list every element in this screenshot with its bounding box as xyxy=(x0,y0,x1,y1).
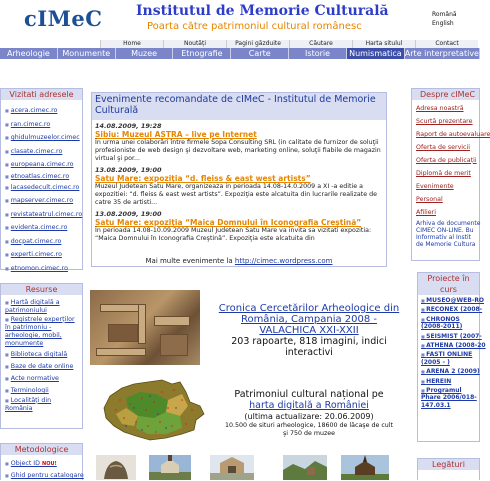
metodologice-box xyxy=(0,443,83,480)
resurse-link[interactable]: ■ Acte normative xyxy=(5,373,80,385)
events-more xyxy=(92,257,386,265)
events-more-label: Mai multe evenimente la xyxy=(145,257,233,265)
event-date: 13.08.2009, 19:00 xyxy=(95,210,162,218)
despre-link[interactable]: Evenimente xyxy=(416,183,454,190)
top-nav-home[interactable]: Home xyxy=(100,40,163,48)
metodologice-link[interactable]: ■ Ghid pentru catalogare xyxy=(5,470,80,481)
despre-link[interactable]: Adresa noastră xyxy=(416,105,464,112)
resurse-link[interactable]: ■ Hartă digitală a patrimoniului xyxy=(5,299,80,315)
patrimoniu-heading xyxy=(211,389,407,411)
events-panel xyxy=(91,92,387,267)
event-date: 13.08.2009, 19:00 xyxy=(95,166,162,174)
event-item xyxy=(95,210,383,243)
vizitati-link[interactable]: ■ etnomon.cimec.ro xyxy=(5,262,80,276)
proiecte-header: Proiecte în curs xyxy=(418,273,479,295)
thumbnail-wooden-church[interactable] xyxy=(341,455,389,480)
despre-link[interactable]: Scurtă prezentare xyxy=(416,118,473,125)
arhiva-line: CIMEC ON-LINE. Bu xyxy=(416,227,474,234)
resurse-link[interactable]: ■ Localități din România xyxy=(5,397,80,413)
vizitati-header: Vizitati adresele xyxy=(1,89,82,100)
top-nav-contact[interactable]: Contact xyxy=(415,40,478,48)
main-nav-arheologie[interactable]: Arheologie xyxy=(0,48,58,59)
site-title: Institutul de Memorie Culturală xyxy=(136,3,389,19)
vizitati-link[interactable]: ■ clasate.cimec.ro xyxy=(5,145,80,159)
proiect-link[interactable]: ■ HEREIN xyxy=(421,378,479,385)
proiect-link[interactable]: ■ ARENA 2 (2009) xyxy=(421,368,479,375)
harta-digitala-link[interactable]: harta digitală a României xyxy=(249,400,369,411)
object-id-label: Object ID xyxy=(10,460,40,467)
despre-link[interactable]: Oferta de publicații xyxy=(416,157,477,164)
despre-link[interactable]: Personal xyxy=(416,196,443,203)
language-switcher xyxy=(432,10,457,28)
proiect-link[interactable]: ■ Programul Phare 2006/018-147.03.1 xyxy=(421,387,479,409)
despre-header: Despre cIMeC xyxy=(412,89,479,100)
arhiva-line: Arhiva de documente xyxy=(416,220,481,227)
events-title: Evenimente recomandate de cIMeC - Institutul de Memorie Culturală xyxy=(92,93,386,120)
romania-map-image[interactable] xyxy=(96,378,206,443)
event-title-link[interactable]: Satu Mare: expoziţia “d. fleiss & east west artists” xyxy=(95,174,311,183)
main-nav-monumente[interactable]: Monumente xyxy=(58,48,116,59)
resurse-link[interactable]: ■ Terminologii xyxy=(5,385,80,397)
cronica-link[interactable]: Cronica Cercetărilor Arheologice din România, Campania 2008 - VALACHICA XXI-XXII xyxy=(218,303,400,336)
thumbnail-ceramic[interactable] xyxy=(96,455,136,480)
excavation-photo[interactable] xyxy=(90,290,200,365)
resurse-link[interactable]: ■ Biblioteca digitală xyxy=(5,349,80,361)
thumbnail-monument[interactable] xyxy=(210,455,254,480)
despre-link[interactable]: Raport de autoevaluare xyxy=(416,131,490,138)
main-nav-numismatica[interactable]: Numismatica xyxy=(347,48,405,59)
vizitati-link[interactable]: ■ ghidulmuzeelor.cimec xyxy=(5,131,80,145)
event-title-link[interactable]: Sibiu: Muzeul ASTRA – live pe Internet xyxy=(95,130,257,139)
vizitati-link[interactable]: ■ evidenta.cimec.ro xyxy=(5,221,80,235)
event-title-link[interactable]: Satu Mare: expoziţia “Maica Domnului în Iconografia Creştină” xyxy=(95,218,362,227)
main-nav-arte[interactable]: Arte interpretative xyxy=(404,49,479,58)
proiect-link[interactable]: ■ RECONEX (2008- xyxy=(421,306,479,313)
top-nav-noutati[interactable]: Noutăți xyxy=(163,40,226,48)
proiect-link[interactable]: ■ MUSEO@WEB-RO xyxy=(421,297,479,304)
vizitati-link[interactable]: ■ revistateatrul.cimec.ro xyxy=(5,208,80,222)
metodologice-link[interactable] xyxy=(5,458,80,470)
vizitati-link[interactable]: ■ experti.cimec.ro xyxy=(5,248,80,262)
main-nav-muzee[interactable]: Muzee xyxy=(116,48,174,59)
arhiva-line: Informativ al Instit xyxy=(416,234,472,241)
thumbnail-church[interactable] xyxy=(149,455,191,480)
resurse-box xyxy=(0,283,83,429)
resurse-link[interactable]: ■ Baze de date online xyxy=(5,361,80,373)
patrimoniu-prefix: Patrimoniul cultural național pe xyxy=(234,389,384,400)
main-nav-carte[interactable]: Carte xyxy=(231,48,289,59)
top-nav-pagini[interactable]: Pagini găzduite xyxy=(226,40,289,48)
vizitati-link[interactable]: ■ acera.cimec.ro xyxy=(5,104,80,118)
resurse-link[interactable]: ■ Registrele experților în patrimoniu - arheologie, mobil, monumente xyxy=(5,316,80,348)
main-nav xyxy=(0,48,480,59)
thumbnail-landscape[interactable] xyxy=(283,455,327,480)
top-nav-cautare[interactable]: Căutare xyxy=(289,40,352,48)
cronica-stats: 203 rapoarte, 818 imagini, indici interactivi xyxy=(231,336,387,358)
proiect-link[interactable]: ■ ATHENA (2008-20 xyxy=(421,342,479,349)
despre-link[interactable]: Diplomă de merit xyxy=(416,170,471,177)
arhiva-line: de Memorie Cultura xyxy=(416,241,476,248)
patrimoniu-stats: 10.500 de situri arheologice, 18600 de lăcaşe de cult şi 750 de muzee xyxy=(224,422,393,437)
vizitati-link[interactable]: ■ lacasedecult.cimec.ro xyxy=(5,181,80,195)
proiect-link[interactable]: ■ SEISMIST (2007- xyxy=(421,333,479,340)
vizitati-link[interactable]: ■ mapserver.cimec.ro xyxy=(5,194,80,208)
metodologice-header: Metodologice xyxy=(1,444,82,455)
proiecte-box xyxy=(417,272,486,442)
lang-en-link[interactable]: English xyxy=(432,20,454,27)
resurse-header: Resurse xyxy=(1,284,82,295)
event-item xyxy=(95,122,383,163)
arhiva-documente-link[interactable] xyxy=(412,219,479,248)
events-more-link[interactable]: http://cimec.wordpress.com xyxy=(234,257,333,265)
event-text: Muzeul Judetean Satu Mare, organizeaza in perioada 14.08-14.0.2009 a XI -a editie a expozitiei: “d. fleiss & east west artists”. Expoziţia este alcatuita din lucrarile realizate de catre 35 de artisti... xyxy=(95,183,377,206)
main-nav-istorie[interactable]: Istorie xyxy=(289,48,347,59)
site-logo[interactable]: cIMeC xyxy=(24,6,103,31)
event-text: În urma unei colaborări între firmele Sopa Consulting SRL (in calitate de furnizor de soluţii profesioniste de web design şi dezvoltare web, marketing online, soluţii fiabile de magazin virtual şi por... xyxy=(95,139,381,162)
despre-link[interactable]: Oferta de servicii xyxy=(416,144,471,151)
new-badge: NOU! xyxy=(42,461,57,467)
vizitati-box xyxy=(0,88,83,270)
top-nav xyxy=(100,40,478,48)
events-list[interactable] xyxy=(92,120,386,256)
main-nav-etnografie[interactable]: Etnografie xyxy=(173,48,231,59)
vizitati-link[interactable]: ■ europeana.cimec.ro xyxy=(5,158,80,172)
event-date: 14.08.2009, 19:28 xyxy=(95,122,162,130)
despre-link[interactable]: Afilieri xyxy=(416,209,436,216)
legaturi-header: Legături xyxy=(418,459,479,470)
patrimoniu-update: (ultima actualizare: 20.06.2009) xyxy=(244,412,374,421)
lang-ro-link[interactable]: Română xyxy=(432,11,457,18)
vizitati-link[interactable]: ■ ran.cimec.ro xyxy=(5,118,80,132)
event-text: În perioada 14.08-10.09.2009 Muzeul Judetean Satu Mare va invita sa vizitati expozitia: “Maica Domnului în Iconografia Creştină”. Expoziţia este alcatuita din xyxy=(95,227,372,242)
top-nav-harta[interactable]: Harta situlul xyxy=(352,40,415,48)
despre-box xyxy=(411,88,490,261)
event-item xyxy=(95,166,383,207)
proiect-link[interactable]: ■ CHRONOS (2008-2011) xyxy=(421,316,479,331)
proiect-link[interactable]: ■ FASTI ONLINE (2005 - ) xyxy=(421,351,479,366)
vizitati-link[interactable]: ■ docpat.cimec.ro xyxy=(5,235,80,249)
legaturi-box xyxy=(417,458,480,480)
site-subtitle: Poarta către patrimoniul cultural românesc xyxy=(147,21,362,32)
vizitati-link[interactable]: ■ etnoatlas.cimec.ro xyxy=(5,172,80,181)
